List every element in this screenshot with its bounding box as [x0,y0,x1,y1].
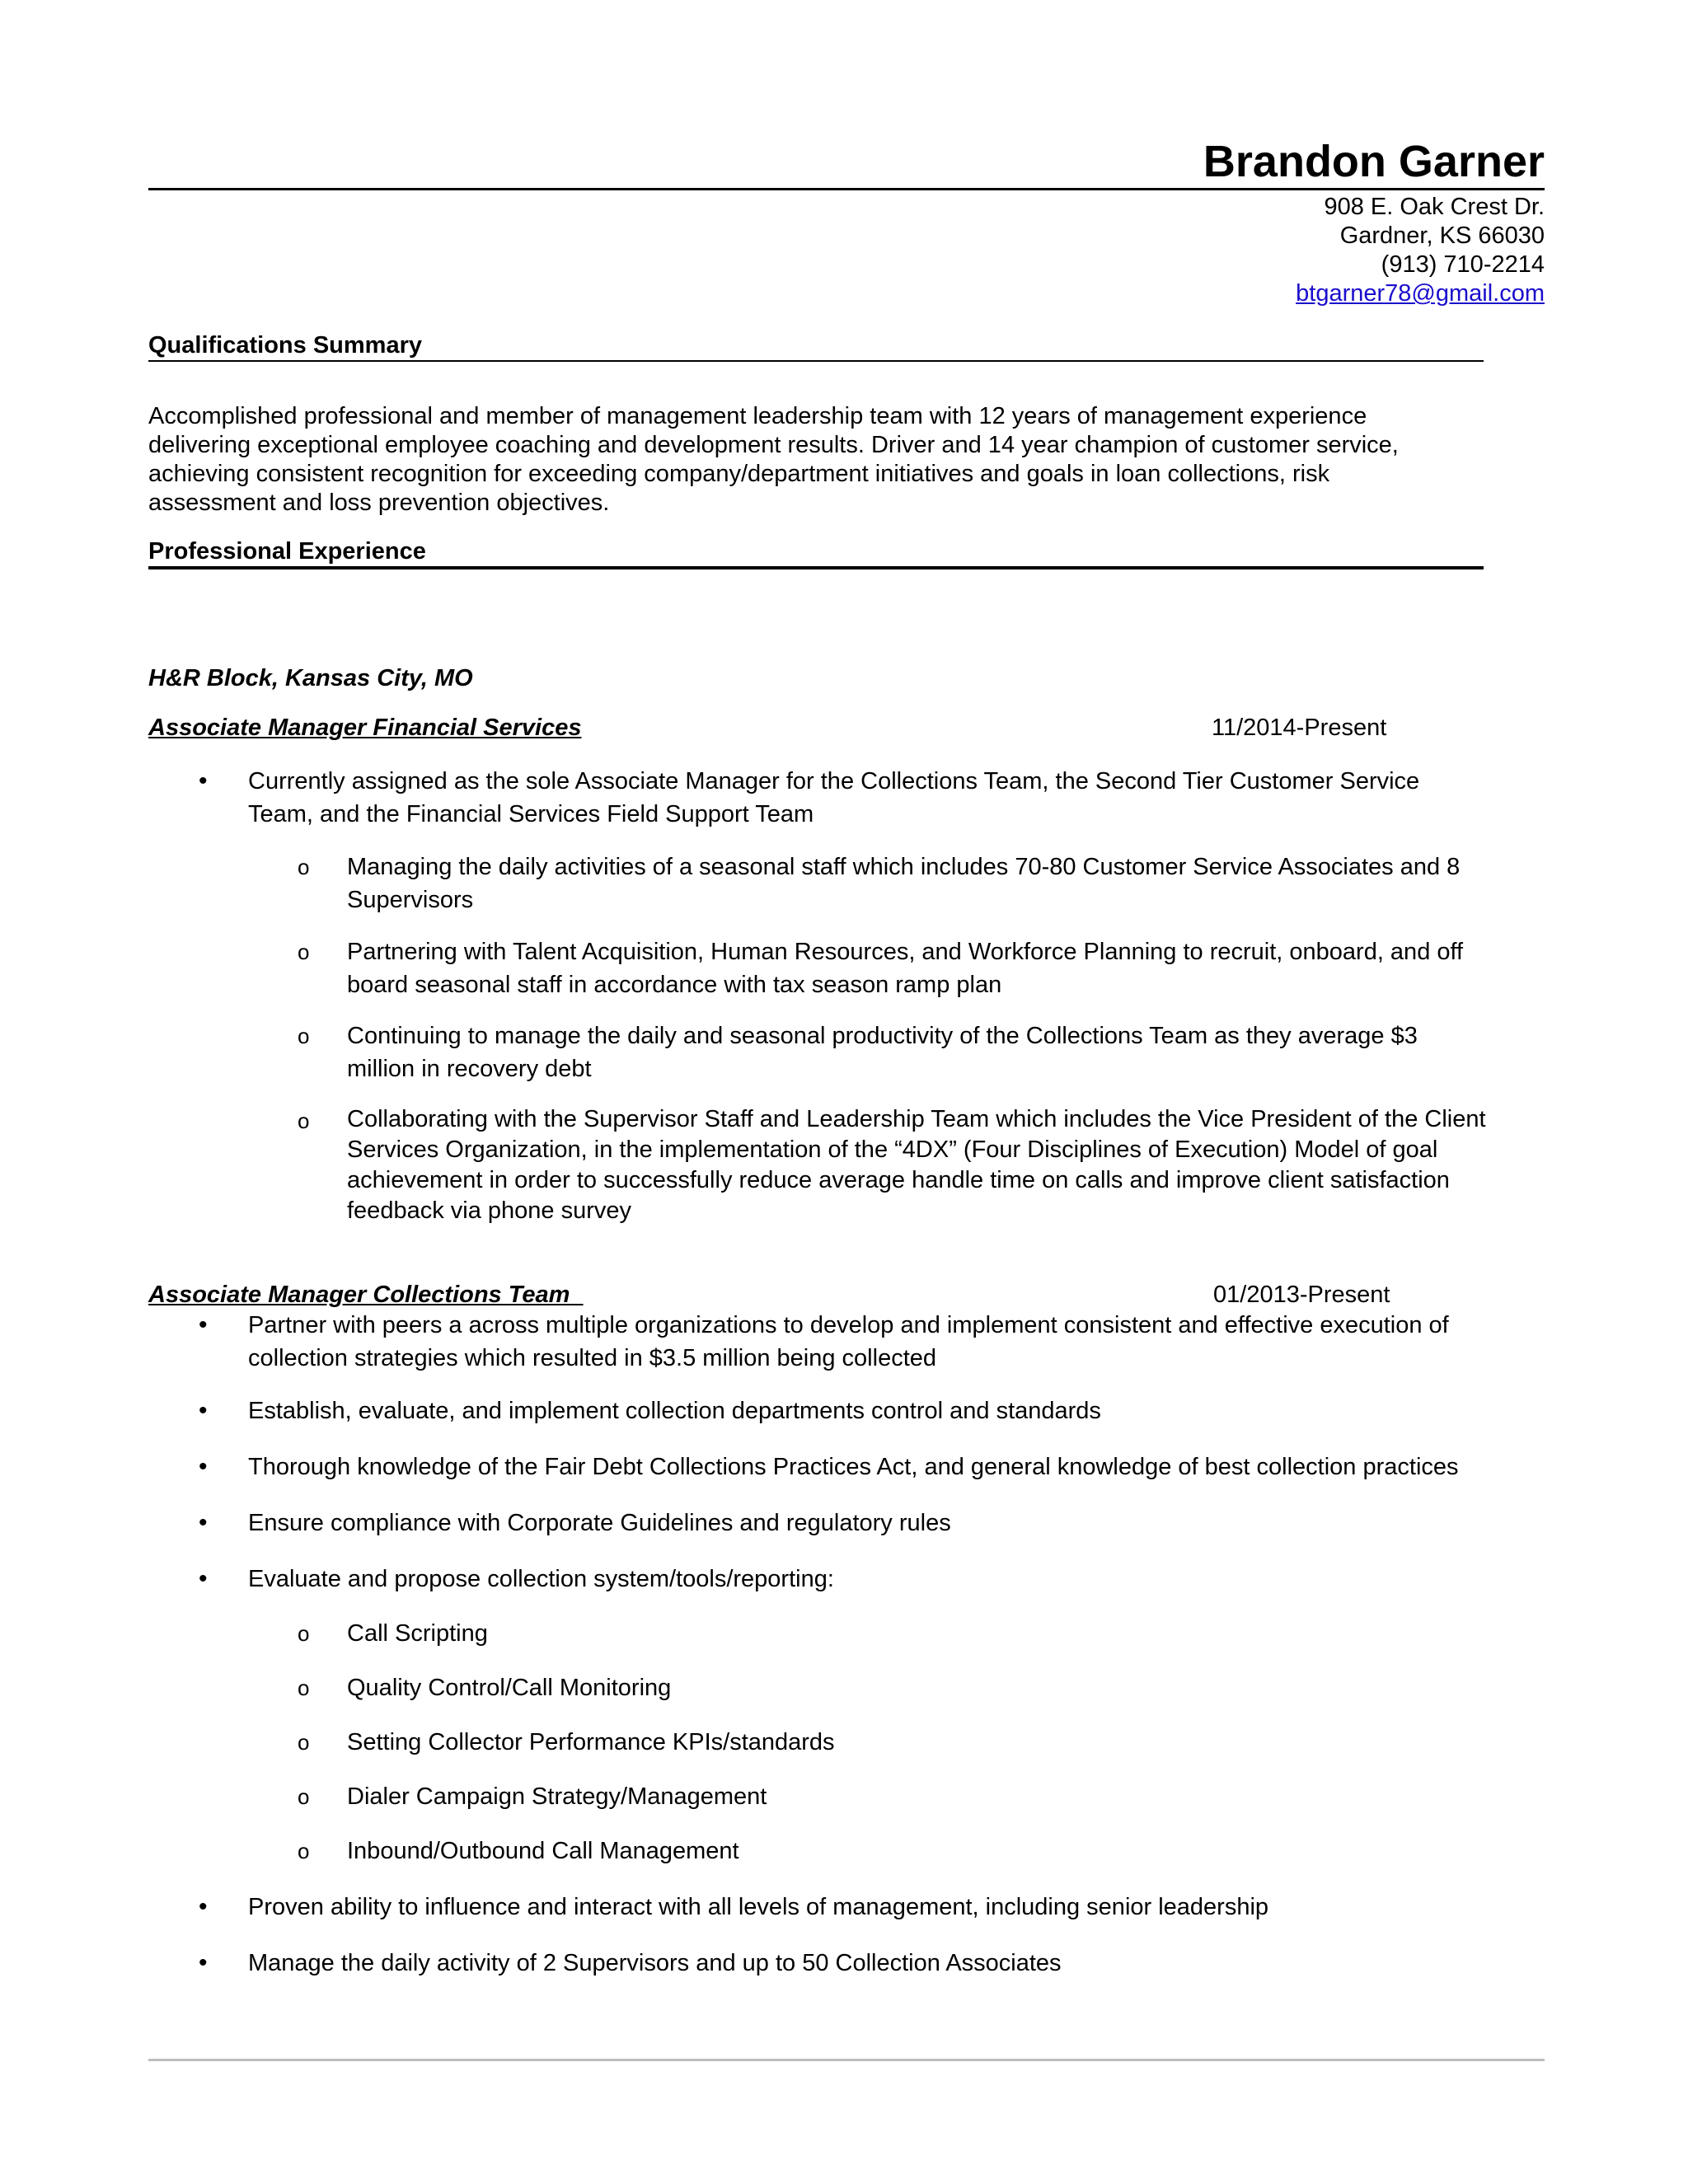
list-item: Ensure compliance with Corporate Guidelines and regulatory rules [248,1510,951,1536]
email-link[interactable]: btgarner78@gmail.com [1296,280,1545,307]
employer: H&R Block, Kansas City, MO [148,665,473,691]
role-title: Associate Manager Financial Services [148,715,582,741]
sub-bullet-icon: o [298,1621,310,1646]
address-line-2: Gardner, KS 66030 [1339,223,1545,249]
sub-bullet-icon: o [298,1784,310,1809]
sub-bullet-icon: o [298,1730,310,1755]
list-item: Thorough knowledge of the Fair Debt Collections Practices Act, and general knowledge of best collection practices [248,1454,1459,1480]
role-dates: 11/2014-Present [1212,715,1387,741]
candidate-name: Brandon Garner [1203,137,1545,186]
name-divider [148,188,1545,190]
sub-list-item: Quality Control/Call Monitoring [347,1675,672,1701]
list-item: Proven ability to influence and interact with all levels of management, including senior leadership [248,1894,1269,1920]
summary-line: assessment and loss prevention objectives. [148,490,610,516]
summary-line: delivering exceptional employee coaching and development results. Driver and 14 year champion of customer service, [148,432,1399,458]
sub-list-item: Setting Collector Performance KPIs/standards [347,1729,835,1755]
contact-block [1296,193,1545,308]
summary-line: achieving consistent recognition for exceeding company/department initiatives and goals in loan collections, risk [148,461,1330,487]
phone-number: (913) 710-2214 [1381,251,1545,278]
bullet-icon: • [199,767,208,794]
summary-line: Accomplished professional and member of management leadership team with 12 years of management experience [148,403,1367,429]
bullet-icon: • [199,1311,208,1338]
bullet-icon: • [199,1509,208,1536]
sub-list-item: Collaborating with the Supervisor Staff and Leadership Team which includes the Vice President of the Client Services Organization, in the implementation of the “4DX” (Four Disciplines of Execution) Model of goal achievement in order to successfully reduce average handle time on calls and improve client satisfaction feedback via phone survey [347,1106,1486,1224]
sub-bullet-icon: o [298,1675,310,1700]
list-item: Establish, evaluate, and implement collection departments control and standards [248,1398,1101,1424]
bullet-icon: • [199,1893,208,1920]
bullet-icon: • [199,1949,208,1976]
sub-list-item: Managing the daily activities of a seasonal staff which includes 70-80 Customer Service Associates and 8 Supervisors [347,854,1461,913]
list-item: Currently assigned as the sole Associate Manager for the Collections Team, the Second Tier Customer Service Team, and the Financial Services Field Support Team [248,768,1420,827]
sub-bullet-icon: o [298,1024,310,1048]
role-dates: 01/2013-Present [1213,1282,1390,1308]
qualifications-heading: Qualifications Summary [148,332,422,359]
sub-list-item: Inbound/Outbound Call Management [347,1838,739,1864]
sub-bullet-icon: o [298,1839,310,1863]
list-item: Partner with peers a across multiple organizations to develop and implement consistent and effective execution of collection strategies which resulted in $3.5 million being collected [248,1312,1449,1371]
bullet-icon: • [199,1453,208,1480]
experience-heading: Professional Experience [148,538,426,565]
sub-list-item: Call Scripting [347,1620,488,1647]
sub-list-item: Dialer Campaign Strategy/Management [347,1783,767,1810]
experience-rule [148,566,1484,569]
list-item: Manage the daily activity of 2 Supervisors and up to 50 Collection Associates [248,1950,1062,1976]
sub-bullet-icon: o [298,855,310,879]
sub-list-item: Continuing to manage the daily and seasonal productivity of the Collections Team as they average $3 million in recovery debt [347,1023,1418,1082]
bullet-icon: • [199,1565,208,1592]
footer-divider [148,2059,1545,2061]
qualifications-rule [148,360,1484,362]
address-line-1: 908 E. Oak Crest Dr. [1324,194,1545,220]
qualifications-summary [148,402,1500,518]
list-item: Evaluate and propose collection system/tools/reporting: [248,1566,834,1592]
sub-bullet-icon: o [298,940,310,964]
sub-list-item: Partnering with Talent Acquisition, Human Resources, and Workforce Planning to recruit, onboard, and off board seasonal staff in accordance with tax season ramp plan [347,939,1464,998]
role-title: Associate Manager Collections Team [148,1282,584,1308]
sub-bullet-icon: o [298,1108,310,1133]
bullet-icon: • [199,1397,208,1424]
